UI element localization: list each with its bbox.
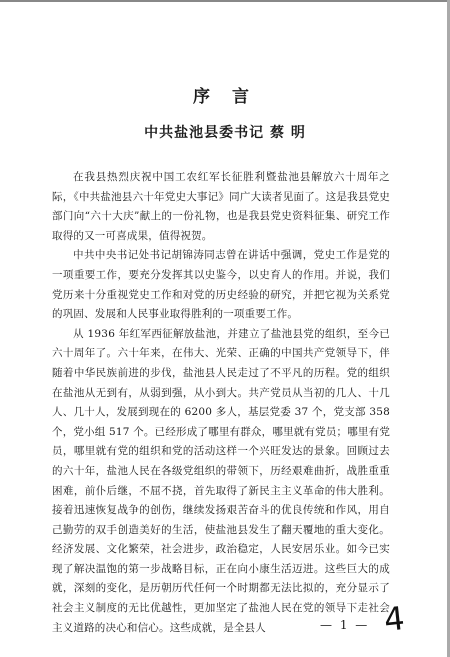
scan-edge-top: [0, 0, 450, 2]
page-title: 序 言: [193, 87, 257, 107]
paragraph: 在我县热烈庆祝中国工农红军长征胜利暨盐池县解放六十周年之际，《中共盐池县六十年党史大事记》同广大读者见面了。这是我县党史部门向“六十大庆”献上的一份礼物，也是我县党史资料征集、研究工作取得的又一可喜成果，值得祝贺。: [52, 171, 390, 242]
body-text: [52, 168, 390, 638]
paragraph: 中共中央书记处书记胡锦涛同志曾在讲话中强调，党史工作是党的一项重要工作，要充分发挥其以史鉴今，以史育人的作用。并说，我们党历来十分重视党史工作和对党的历史经验的研究，并把它视为关系党的巩固、发展和人民事业取得胜利的一项重要工作。: [52, 249, 390, 321]
page-number: — 1 —: [320, 618, 370, 632]
paragraph: 从 1936 年红军西征解放盐池，并建立了盐池县党的组织，至今已六十周年了。六十年来，在伟大、光荣、正确的中国共产党领导下，伴随着中华民族前进的步伐，盐池县人民走过了不平凡的历程。党的组织在盐池从无到有，从弱到强，从小到大。共产党员从当初的几人、十几人、几十人，发展到现在的 6200 多人，基层党委 37 个，党支部 358 个，党小组 517 个。已经形成了哪里有群众，哪里就有党员；哪里有党员，哪里就有党的组织和党的活动这样一个兴旺发达的景象。回顾过去的六十年，盐池人民在各级党组织的带领下，历经艰难曲折，战胜重重困难，前仆后继，不屈不挠，首先取得了新民主主义革命的伟大胜利。接着迅速恢复战争的创伤，继续发扬艰苦奋斗的优良传统和作风，用自己勤劳的双手创造美好的生活，使盐池县发生了翻天覆地的重大变化。经济发展、文化繁荣，社会进步，政治稳定，人民安居乐业。如今已实现了解决温饱的第一步战略目标，正在向小康生活迈进。这些巨大的成就，深刻的变化，是历朝历代任何一个时期都无法比拟的，充分显示了社会主义制度的无比优越性，更加坚定了盐池人民在党的领导下走社会主义道路的决心和信心。这些成就，是全县人: [52, 327, 391, 634]
handwritten-mark: 4: [382, 599, 407, 639]
author-line: 中共盐池县委书记 蔡 明: [144, 125, 306, 141]
